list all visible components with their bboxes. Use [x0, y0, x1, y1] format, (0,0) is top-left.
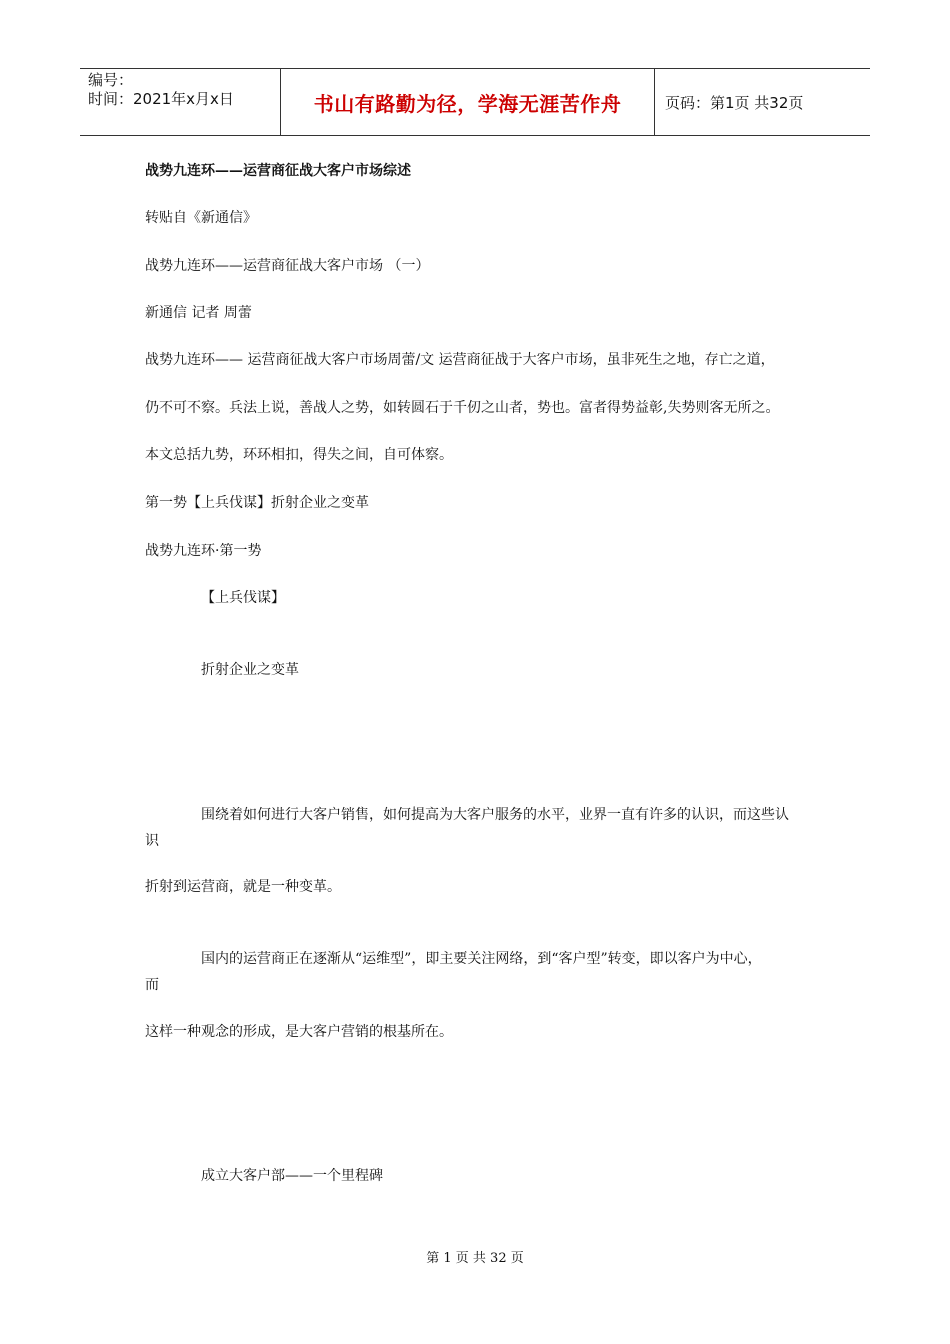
section-heading: 第一势【上兵伐谋】折射企业之变革 — [145, 495, 369, 511]
header-meta — [80, 69, 281, 135]
section-label: 战势九连环·第一势 — [145, 543, 262, 559]
intro-paragraph-line: 战势九连环—— 运营商征战大客户市场周蕾/文 运营商征战于大客户市场，虽非死生之地，存亡之道， — [145, 352, 775, 368]
header-page-info: 页码：第1页 共32页 — [665, 93, 804, 112]
paragraph-line: 围绕着如何进行大客户销售，如何提高为大客户服务的水平，业界一直有许多的认识，而这些认 — [201, 807, 789, 823]
paragraph-line: 这样一种观念的形成，是大客户营销的根基所在。 — [145, 1024, 453, 1040]
section-subtitle: 折射企业之变革 — [201, 662, 299, 678]
milestone-heading: 成立大客户部——一个里程碑 — [201, 1168, 383, 1184]
paragraph-line: 识 — [145, 833, 159, 849]
paragraph-line: 国内的运营商正在逐渐从“运维型”，即主要关注网络，到“客户型”转变，即以客户为中心， — [201, 951, 762, 967]
document-number-label: 编号： — [88, 71, 134, 89]
intro-paragraph-line: 仍不可不察。兵法上说，善战人之势，如转圆石于千仞之山者，势也。富者得势益彰,失势则客无所之。 — [145, 400, 780, 416]
section-title: 【上兵伐谋】 — [201, 590, 285, 606]
paragraph-line: 而 — [145, 977, 159, 993]
header-motto: 书山有路勤为径，学海无涯苦作舟 — [281, 69, 655, 135]
page-footer: 第 1 页 共 32 页 — [426, 1251, 524, 1266]
document-title: 战势九连环——运营商征战大客户市场综述 — [145, 163, 411, 179]
paragraph-line: 折射到运营商，就是一种变革。 — [145, 879, 341, 895]
byline: 新通信 记者 周蕾 — [145, 305, 252, 321]
article-subtitle: 战势九连环——运营商征战大客户市场 （一） — [145, 258, 430, 274]
source-line: 转贴自《新通信》 — [145, 210, 257, 226]
page-header — [80, 68, 870, 136]
summary-paragraph: 本文总括九势，环环相扣，得失之间，自可体察。 — [145, 447, 453, 463]
document-date: 时间：2021年x月x日 — [88, 90, 234, 108]
